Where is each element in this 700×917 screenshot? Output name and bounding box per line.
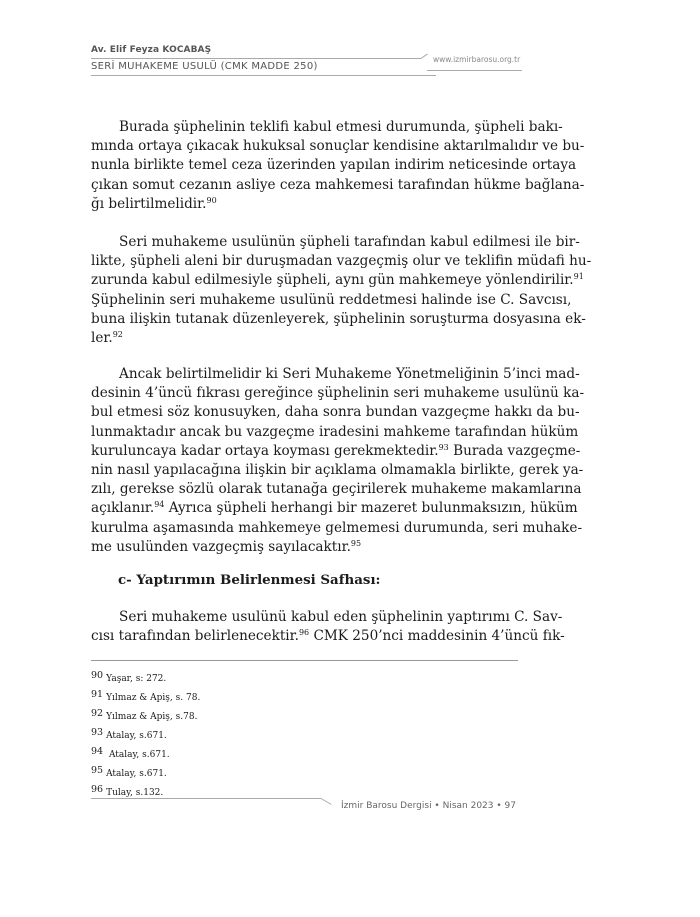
footnote-text: Yaşar, s: 272. <box>106 674 167 684</box>
text-line: nunla birlikte temel ceza üzerinden yapılan indirim neticesinde ortaya <box>91 157 577 174</box>
footnote-ref: 91 <box>573 272 584 282</box>
footnote-number: 90 <box>91 670 104 681</box>
text-fragment: Burada vazgeçme- <box>448 442 581 459</box>
footnote-text: Yılmaz & Apiş, s. 78. <box>106 693 201 703</box>
text-fragment: ler. <box>91 330 113 347</box>
paragraph-4 <box>91 608 565 646</box>
header-rule-right <box>427 70 522 71</box>
text-line <box>91 329 518 348</box>
text-line <box>91 538 518 557</box>
text-fragment: açıklanır. <box>91 500 155 517</box>
footer-rule-bend <box>321 798 332 805</box>
footer-journal-page: İzmir Barosu Dergisi • Nisan 2023 • 97 <box>341 801 516 811</box>
text-line: Seri muhakeme usulünü kabul eden şüphelinin yaptırımı C. Sav- <box>119 609 563 625</box>
footnote-number: 94 <box>91 746 104 757</box>
text-line <box>91 442 581 461</box>
text-fragment: me usulünden vazgeçmiş sayılacaktır. <box>91 538 351 555</box>
text-fragment: Ayrıca şüpheli herhangi bir mazeret bulunmaksızın, hüküm <box>164 500 578 517</box>
header-rule-lower <box>91 75 436 76</box>
text-line: desinin 4’üncü fıkrası gereğince şüphelinin seri muhakeme usulünü ka- <box>91 385 585 402</box>
text-line: Burada şüphelinin teklifi kabul etmesi durumunda, şüpheli bakı- <box>119 119 563 135</box>
text-line: lunmaktadır ancak bu vazgeçme iradesini mahkeme tarafından hüküm <box>91 423 579 440</box>
footnote <box>91 784 163 798</box>
text-line: çıkan somut cezanın asliye ceza mahkemesi tarafından hükme bağlana- <box>91 176 585 193</box>
footnote-text: Atalay, s.671. <box>106 769 167 779</box>
header-rule-bend <box>421 54 428 59</box>
footnote-number: 91 <box>91 689 104 700</box>
footnote <box>91 708 197 722</box>
footnote-separator <box>91 660 518 661</box>
footnote-number: 93 <box>91 727 104 738</box>
text-line: mında ortaya çıkacak hukuksal sonuçlar kendisine aktarılmalıdır ve bu- <box>91 138 585 155</box>
footnote-text: Atalay, s.671. <box>106 750 170 760</box>
text-fragment: CMK 250’nci maddesinin 4’üncü fık- <box>309 628 565 645</box>
text-line <box>91 271 584 290</box>
paragraph-1 <box>91 118 585 214</box>
text-line: zılı, gerekse sözlü olarak tutanağa geçirilerek muhakeme makamlarına <box>91 481 582 498</box>
text-line: Şüphelinin seri muhakeme usulünü reddetmesi halinde ise C. Savcısı, <box>91 291 572 308</box>
footnote <box>91 727 167 741</box>
text-line <box>91 627 565 646</box>
footnote-ref: 95 <box>350 538 362 548</box>
footnote-number: 96 <box>91 784 104 795</box>
footnote-number: 95 <box>91 765 104 776</box>
text-line: Seri muhakeme usulünün şüpheli tarafından kabul edilmesi ile bir- <box>119 234 580 250</box>
footnote-text: Yılmaz & Apiş, s.78. <box>106 712 198 722</box>
footnote-text: Atalay, s.671. <box>106 731 167 741</box>
footnote-number: 92 <box>91 708 104 719</box>
footer-rule <box>91 798 321 799</box>
text-fragment: cısı tarafından belirlenecektir. <box>91 628 299 645</box>
text-line: kurulma aşamasında mahkemeye gelmemesi durumunda, seri muhake- <box>91 519 583 536</box>
paragraph-3 <box>91 365 585 557</box>
text-line: bul etmesi söz konusuyken, daha sonra bundan vazgeçme hakkı da bu- <box>91 404 580 421</box>
footnote-ref: 92 <box>112 330 123 340</box>
text-line: buna ilişkin tutanak düzenleyerek, şüphelinin soruşturma dosyasına ek- <box>91 310 586 327</box>
footnote-text: Tulay, s.132. <box>106 788 164 798</box>
footnote-ref: 93 <box>438 442 449 452</box>
text-line <box>91 499 578 518</box>
section-heading: c- Yaptırımın Belirlenmesi Safhası: <box>118 572 381 588</box>
running-head-title: SERİ MUHAKEME USULÜ (CMK MADDE 250) <box>91 61 318 72</box>
footnote <box>91 689 200 703</box>
text-line: Ancak belirtilmelidir ki Seri Muhakeme Yönetmeliğinin 5’inci mad- <box>119 366 580 382</box>
text-fragment: kuruluncaya kadar ortaya koyması gerekmektedir. <box>91 442 439 459</box>
text-line: nin nasıl yapılacağına ilişkin bir açıklama olmamakla birlikte, gerek ya- <box>91 462 584 479</box>
text-fragment: ğı belirtilmelidir. <box>91 195 207 212</box>
text-line: likte, şüpheli aleni bir duruşmadan vazgeçmiş olur ve teklifin müdafi hu- <box>91 253 592 270</box>
header-url: www.izmirbarosu.org.tr <box>433 55 521 64</box>
footnote <box>91 765 167 779</box>
text-fragment: zurunda kabul edilmesiyle şüpheli, aynı gün mahkemeye yönlendirilir. <box>91 272 574 289</box>
footnote-ref: 94 <box>154 500 165 510</box>
paragraph-2 <box>91 233 592 348</box>
footnote <box>91 746 170 760</box>
footnote-ref: 90 <box>206 195 217 205</box>
text-line <box>91 195 518 214</box>
footnote <box>91 670 166 684</box>
footnote-ref: 96 <box>298 628 310 638</box>
header-rule <box>91 58 421 59</box>
running-head-author: Av. Elif Feyza KOCABAŞ <box>91 45 212 55</box>
